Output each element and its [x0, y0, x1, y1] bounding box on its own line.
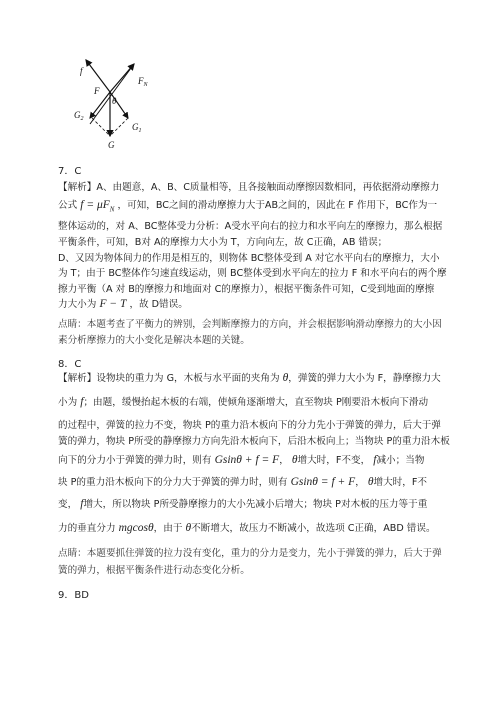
- q8-number: 8．C: [58, 359, 82, 370]
- q7-number: 7．C: [58, 166, 82, 177]
- label-G1: $G_1$: [132, 122, 142, 134]
- q7-formula-f-minus-t: F − T: [99, 298, 127, 310]
- q8-line-3: 的过程中，弹簧的拉力不变，物块 P的重力沿木板向下的分力先小于弹簧的弹力，后大于弹: [58, 420, 441, 431]
- label-G2: $G_2$: [74, 110, 84, 122]
- q7-line-8: 力大小为 F − T ，故 D错误。: [58, 298, 188, 310]
- q8-line-5: 向下的分力小于弹簧的弹力时，则有 Gsinθ + f = F， θ增大时，F不变， f减小；当物: [58, 454, 425, 466]
- q7-line-4: 平衡条件，可知，B对 A的摩擦力大小为 T，方向向左，故 C正确，AB 错误；: [58, 237, 388, 248]
- q8-line-6: 块 P的重力沿木板向下的分力大于弹簧的弹力时，则有 Gsinθ = f + F， θ增大时，F不: [58, 476, 427, 488]
- label-f: f: [80, 66, 83, 76]
- q8-eq-1: Gsinθ + f = F: [214, 454, 280, 466]
- label-G: G: [108, 140, 115, 150]
- q8-eq-2: Gsinθ = f + F: [290, 476, 356, 488]
- q8-note-1: 点睛：本题要抓住弹簧的拉力没有变化，重力的分力是变力，先小于弹簧的弹力，后大于弹: [58, 548, 442, 559]
- force-diagram-svg: [70, 52, 190, 152]
- g2-component-arrow: [90, 92, 110, 118]
- q7-line-6: 为 T；由于 BC整体作匀速直线运动，则 BC整体受到水平向左的拉力 F 和水平向右的两个摩: [58, 268, 447, 279]
- q7-note-1: 点睛：本题考查了平衡力的辨别，会判断摩擦力的方向，并会根据影响滑动摩擦力的大小因: [58, 319, 442, 330]
- q7-line-2: 公式 $f = \mu F_N$ ，可知，BC之间的滑动摩擦力大于AB之间的，因此在 F 作用下，BC作为一: [58, 199, 438, 214]
- q7-note-2: 素分析摩擦力的大小变化是解决本题的关键。: [58, 335, 250, 346]
- q9-number: 9．BD: [58, 590, 89, 601]
- q8-mgcos: mgcosθ: [118, 522, 154, 534]
- q8-note-2: 簧的弹力，根据平衡条件进行动态变化分析。: [58, 565, 250, 576]
- q8-line-4: 簧的弹力，物块 P所受的静摩擦力方向先沿木板向下，后沿木板向上；当物块 P的重力沿木板: [58, 436, 450, 447]
- force-diagram: [70, 52, 190, 152]
- q7-line-7: 擦力平衡（A 对 B的摩擦力和地面对 C的摩擦力），根据平衡条件可知，C受到地面的摩擦: [58, 284, 435, 295]
- q7-line-5: D、又因为物体间力的作用是相互的，则物体 BC整体受到 A 对它水平向右的摩擦力，大小: [58, 253, 440, 264]
- q8-line-1: 【解析】设物块的重力为 G，木板与水平面的夹角为 θ，弹簧的弹力大小为 F，静摩擦力大: [58, 372, 441, 384]
- q8-line-2: 小为 f；由题，缓慢抬起木板的右端，使倾角逐渐增大，直至物块 P刚要沿木板向下滑动: [58, 396, 429, 408]
- label-F: F: [94, 86, 100, 96]
- label-theta: θ: [112, 96, 117, 106]
- label-FN: $F_N$: [138, 76, 148, 88]
- q7-line-3: 整体运动的，对 A、BC整体受力分析：A受水平向右的拉力和水平向左的摩擦力，那么根据: [58, 221, 443, 232]
- q7-formula-friction: $f = \mu F_N$: [80, 199, 115, 214]
- q8-line-7: 变， f增大，所以物块 P所受静摩擦力的大小先减小后增大；物块 P对木板的压力等于重: [58, 498, 428, 510]
- q8-line-8: 力的垂直分力 mgcosθ，由于 θ不断增大，故压力不断减小，故选项 C正确，ABD 错误。: [58, 522, 436, 534]
- dashed-line-1: [92, 118, 110, 136]
- q7-line-1: 【解析】A、由题意，A、B、C质量相等，且各接触面动摩擦因数相同，再依据滑动摩擦力: [58, 182, 440, 193]
- dashed-line-2: [110, 118, 128, 136]
